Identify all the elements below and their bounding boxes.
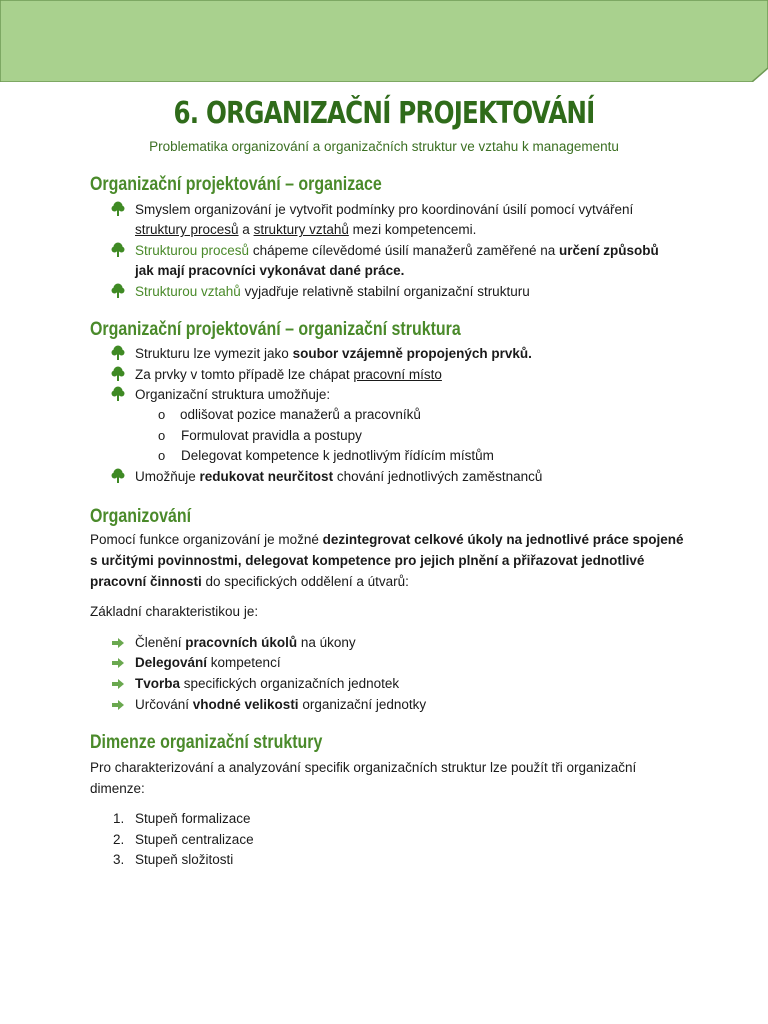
sub-bullet-marker: o <box>158 407 166 422</box>
section-heading: Dimenze organizační struktury <box>90 732 323 753</box>
arrow-bullet-icon <box>112 658 124 668</box>
list-item: Strukturou procesů chápeme cílevědomé úsilí manažerů zaměřené na určení způsobů <box>135 243 659 258</box>
list-item-continuation: struktury procesů a struktury vztahů mezi kompetencemi. <box>135 222 477 237</box>
arrow-bullet-icon <box>112 679 124 689</box>
tree-bullet-icon <box>111 201 125 217</box>
list-item: Umožňuje redukovat neurčitost chování jednotlivých zaměstnanců <box>135 469 543 484</box>
page-title: 6. ORGANIZAČNÍ PROJEKTOVÁNÍ <box>173 96 595 131</box>
tree-bullet-icon <box>111 386 125 402</box>
list-item: Organizační struktura umožňuje: <box>135 387 331 402</box>
section-heading: Organizační projektování – organizace <box>90 174 382 195</box>
tree-bullet-icon <box>111 366 125 382</box>
tree-bullet-icon <box>111 468 125 484</box>
page-subtitle: Problematika organizování a organizačních struktur ve vztahu k managementu <box>149 139 619 154</box>
numbered-item: Stupeň složitosti <box>135 852 234 867</box>
sub-bullet-marker: o <box>158 428 166 443</box>
list-item: Tvorba specifických organizačních jednotek <box>135 676 400 691</box>
numbered-item: Stupeň formalizace <box>135 811 251 826</box>
list-item: Strukturu lze vymezit jako soubor vzájemně propojených prvků. <box>135 346 532 361</box>
list-item: Strukturou vztahů vyjadřuje relativně stabilní organizační strukturu <box>135 284 530 299</box>
paragraph-line: Pro charakterizování a analyzování specifik organizačních struktur lze použít tři organizační <box>90 760 637 775</box>
section-heading: Organizační projektování – organizační struktura <box>90 319 461 340</box>
sub-list-item: Formulovat pravidla a postupy <box>181 428 362 443</box>
list-item: Za prvky v tomto případě lze chápat pracovní místo <box>135 367 442 382</box>
tree-bullet-icon <box>111 283 125 299</box>
paragraph-line: pracovní činnosti do specifických oddělení a útvarů: <box>90 574 409 589</box>
sub-list-item: Delegovat kompetence k jednotlivým řídícím místům <box>181 448 494 463</box>
paragraph-line: dimenze: <box>90 781 145 796</box>
arrow-bullet-icon <box>112 700 124 710</box>
paragraph-line: Pomocí funkce organizování je možné dezintegrovat celkové úkoly na jednotlivé práce spojené <box>90 532 684 547</box>
header-banner <box>0 0 768 82</box>
list-item: Členění pracovních úkolů na úkony <box>135 635 356 650</box>
arrow-bullet-icon <box>112 638 124 648</box>
list-item: Delegování kompetencí <box>135 655 281 670</box>
tree-bullet-icon <box>111 242 125 258</box>
list-number: 2. <box>113 832 125 847</box>
list-number: 1. <box>113 811 125 826</box>
numbered-item: Stupeň centralizace <box>135 832 254 847</box>
list-item: Smyslem organizování je vytvořit podmínky pro koordinování úsilí pomocí vytváření <box>135 202 634 217</box>
list-item-continuation: jak mají pracovníci vykonávat dané práce. <box>135 263 405 278</box>
sub-list-item: odlišovat pozice manažerů a pracovníků <box>180 407 421 422</box>
list-item: Určování vhodné velikosti organizační jednotky <box>135 697 427 712</box>
paragraph-line: s určitými povinnostmi, delegovat kompetence pro jejich plnění a přiřazovat jednotlivé <box>90 553 645 568</box>
section-heading: Organizování <box>90 506 192 527</box>
tree-bullet-icon <box>111 345 125 361</box>
sub-bullet-marker: o <box>158 448 166 463</box>
paragraph: Základní charakteristikou je: <box>90 604 259 619</box>
list-number: 3. <box>113 852 125 867</box>
